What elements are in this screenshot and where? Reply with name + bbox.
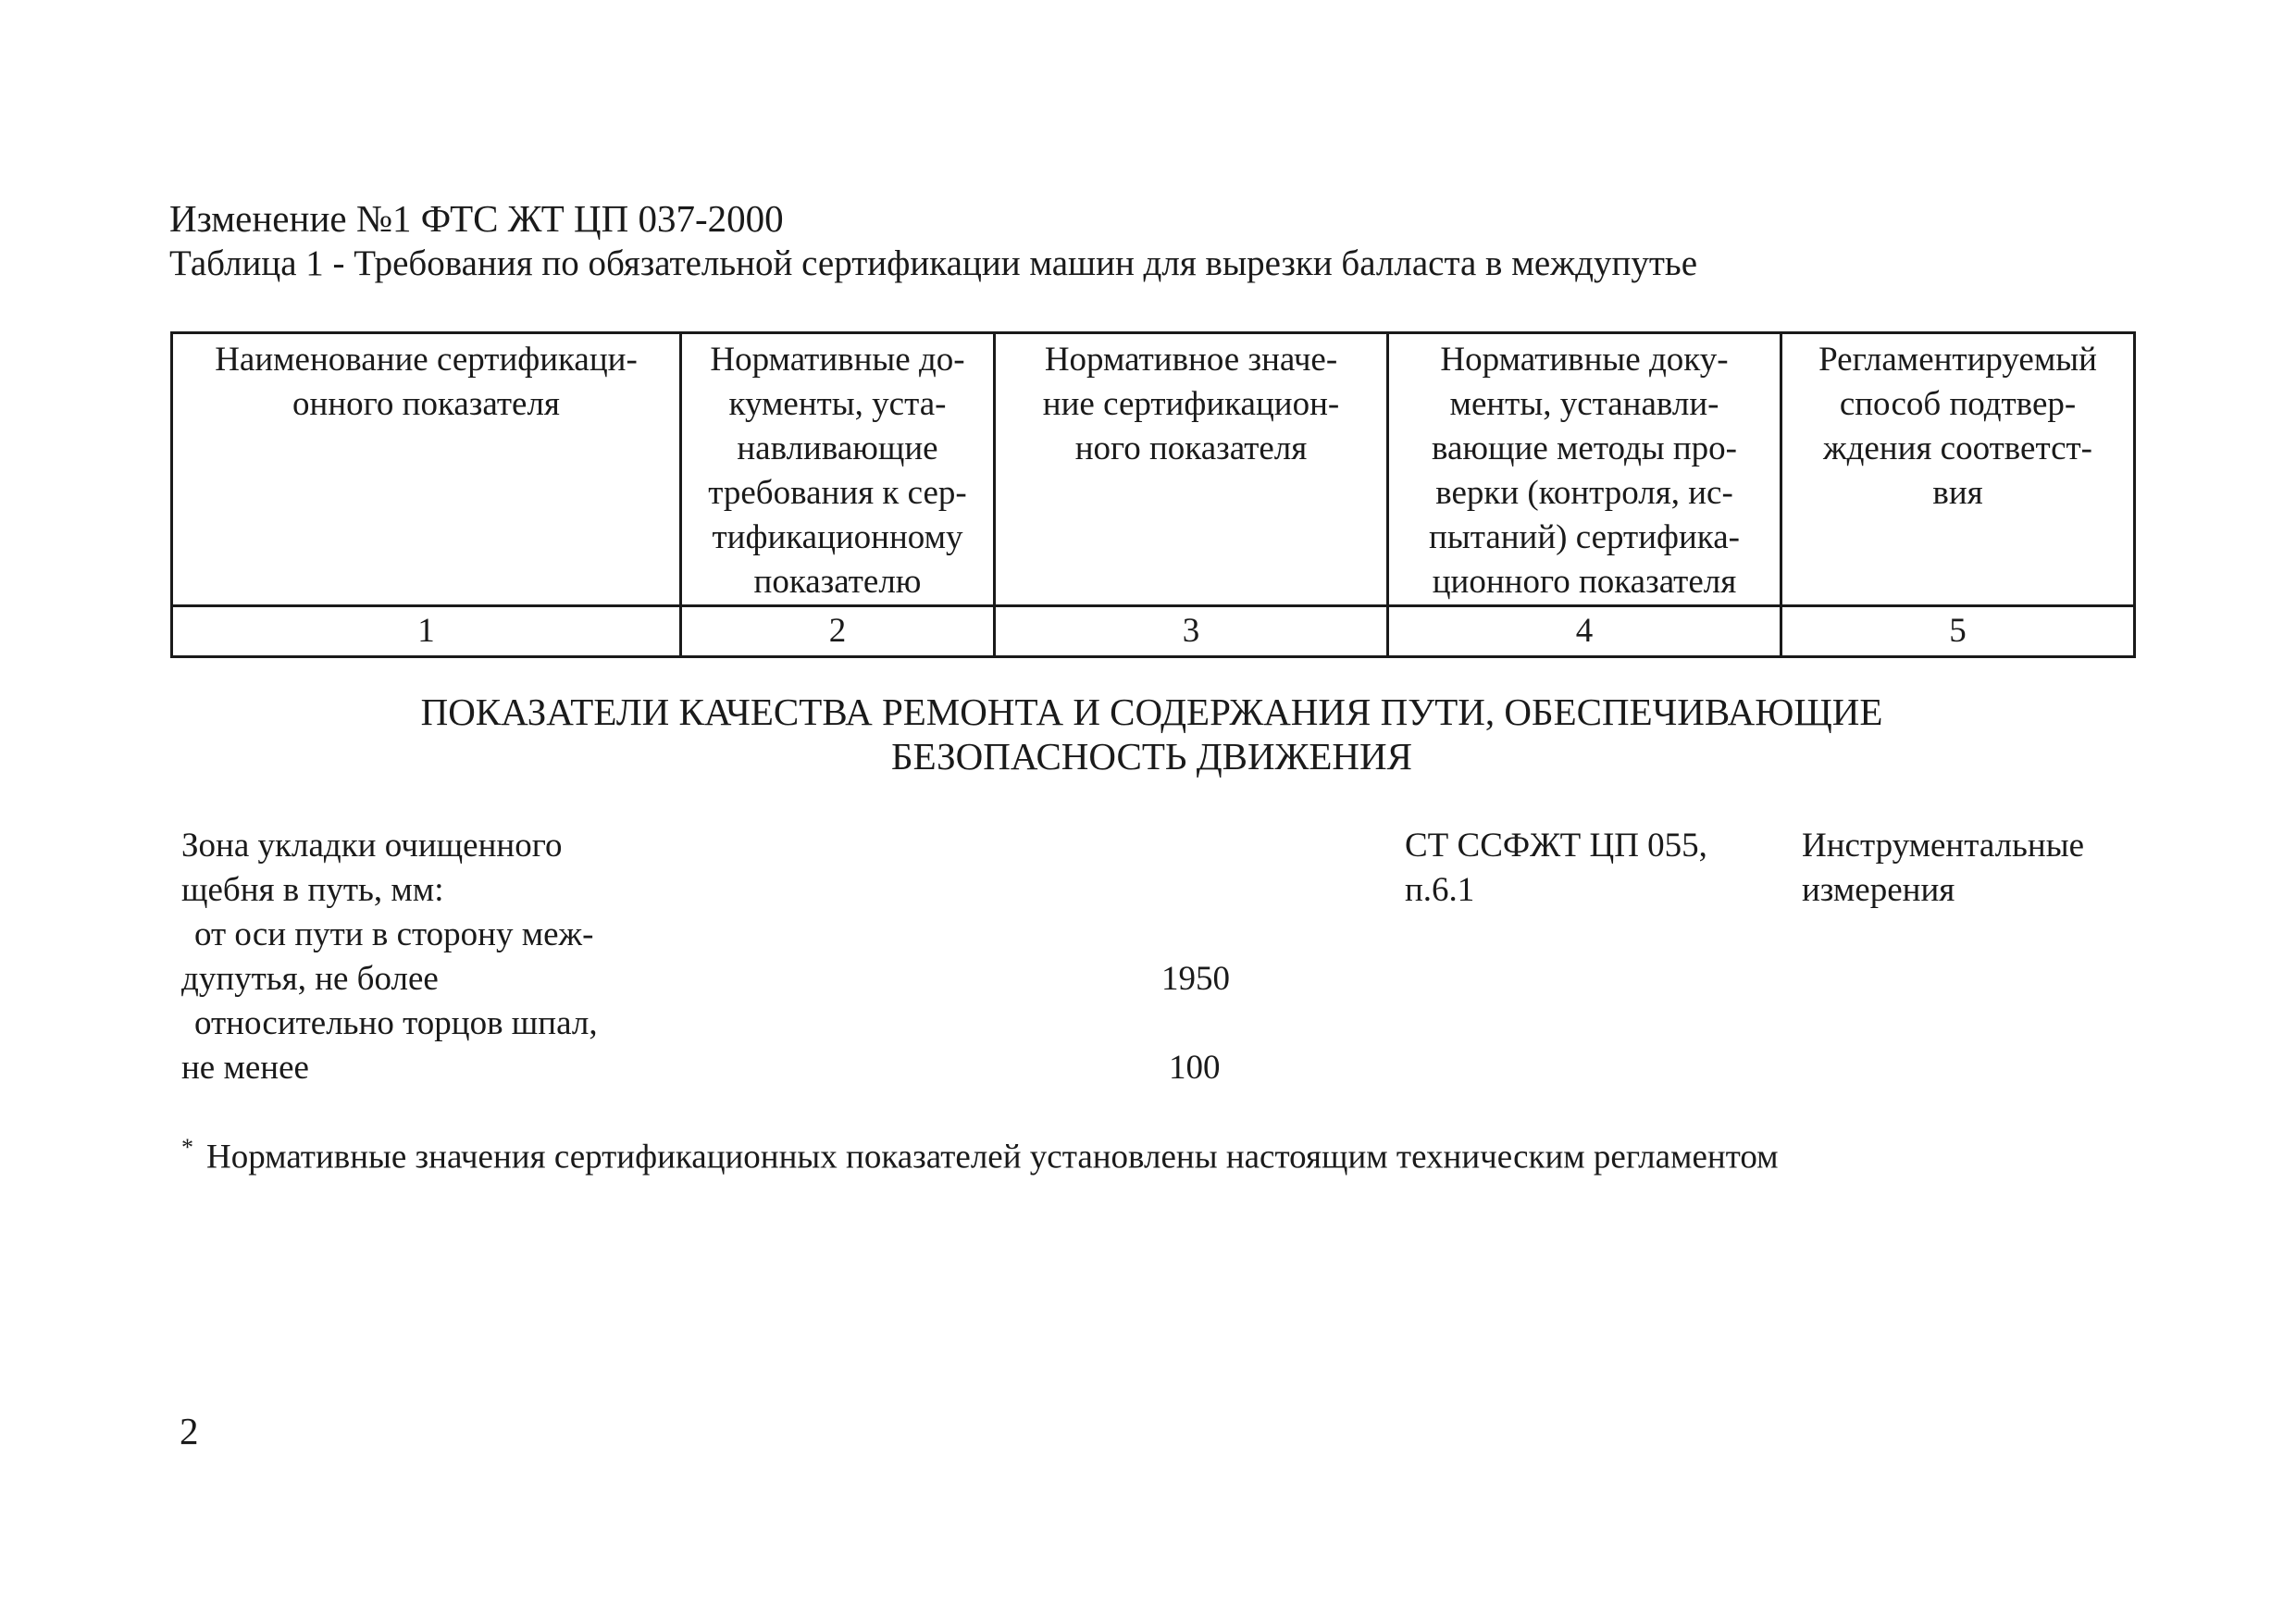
column-number: 4: [1388, 606, 1781, 657]
header-cell-normative-value: Нормативное значе- ние сертификацион- ного показателя: [995, 333, 1388, 606]
footnote-marker: *: [181, 1134, 193, 1161]
footnote-text: Нормативные значения сертификационных показателей установлены настоящим техническим регламентом: [206, 1138, 1779, 1176]
footnote: [181, 1134, 1779, 1176]
indicator-line: относительно торцов шпал,: [194, 1004, 598, 1042]
requirements-table: [170, 331, 2136, 658]
section-heading: ПОКАЗАТЕЛИ КАЧЕСТВА РЕМОНТА И СОДЕРЖАНИЯ ПУТИ, ОБЕСПЕЧИВАЮЩИЕ БЕЗОПАСНОСТЬ ДВИЖЕНИЯ: [420, 691, 1883, 778]
column-number-row: [172, 606, 2135, 657]
header-cell-confirmation-method: Регламентируемый способ подтвер- ждения соответст- вия: [1781, 333, 2135, 606]
column-number: 2: [681, 606, 995, 657]
indicator-line: от оси пути в сторону меж-: [194, 915, 594, 953]
test-method-doc-line: СТ ССФЖТ ЦП 055,: [1405, 827, 1707, 865]
table-header-row: [172, 333, 2135, 606]
column-number: 5: [1781, 606, 2135, 657]
column-number: 3: [995, 606, 1388, 657]
table-title: Таблица 1 - Требования по обязательной сертификации машин для вырезки балласта в междупутье: [169, 243, 1698, 283]
indicator-line: Зона укладки очищенного: [181, 827, 563, 865]
normative-value-axis-distance: 1950: [1161, 960, 1230, 998]
confirmation-method-line: Инструментальные: [1802, 827, 2085, 865]
test-method-doc-line: п.6.1: [1405, 871, 1475, 909]
indicator-line: дупутья, не более: [181, 960, 439, 998]
header-cell-indicator-name: Наименование сертификаци- онного показателя: [172, 333, 681, 606]
change-notice: Изменение №1 ФТС ЖТ ЦП 037-2000: [169, 197, 784, 240]
confirmation-method-line: измерения: [1802, 871, 1955, 909]
indicator-line: не менее: [181, 1049, 309, 1087]
header-cell-normative-docs: Нормативные до- кументы, уста- навливающие требования к сер- тификационному показателю: [681, 333, 995, 606]
indicator-line: щебня в путь, мм:: [181, 871, 444, 909]
header-cell-test-method-docs: Нормативные доку- менты, устанавли- вающие методы про- верки (контроля, ис- пытаний) сертифика- ционного показателя: [1388, 333, 1781, 606]
normative-value-sleeper-ends: 100: [1169, 1049, 1221, 1087]
page-number: 2: [180, 1410, 199, 1452]
column-number: 1: [172, 606, 681, 657]
